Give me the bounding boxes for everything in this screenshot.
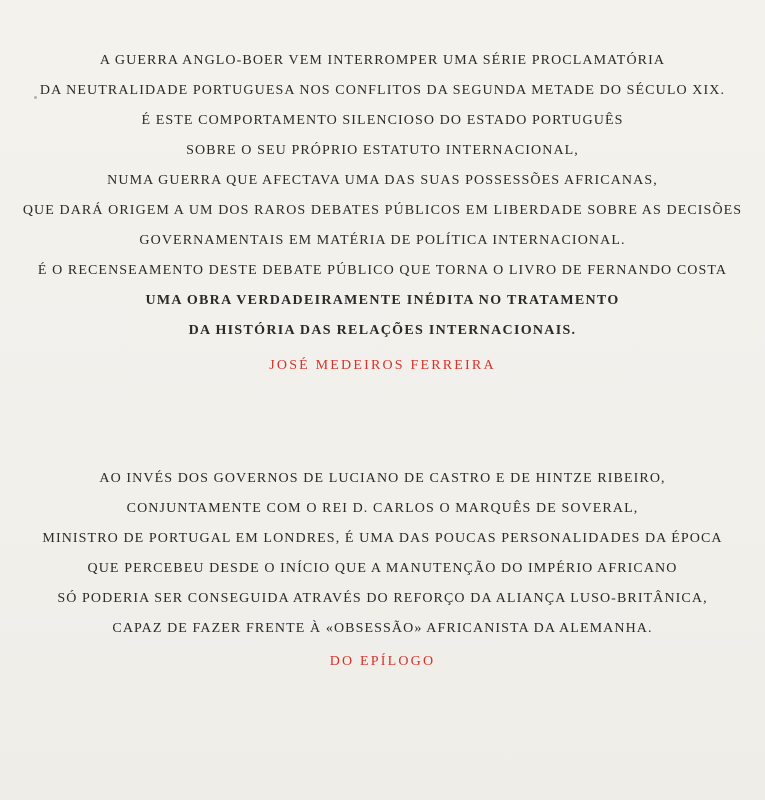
quote-2-line: CAPAZ DE FAZER FRENTE À «OBSESSÃO» AFRICANISTA DA ALEMANHA.: [112, 621, 653, 636]
quote-1-line: SOBRE O SEU PRÓPRIO ESTATUTO INTERNACIONAL,: [186, 143, 579, 158]
quote-1-line: A GUERRA ANGLO-BOER VEM INTERROMPER UMA SÉRIE PROCLAMATÓRIA: [99, 53, 666, 68]
quote-block-2: [0, 464, 765, 644]
quote-1-line: NUMA GUERRA QUE AFECTAVA UMA DAS SUAS POSSESSÕES AFRICANAS,: [107, 173, 658, 188]
quote-2-line: CONJUNTAMENTE COM O REI D. CARLOS O MARQUÊS DE SOVERAL,: [126, 501, 639, 516]
quote-1-bold-line: DA HISTÓRIA DAS RELAÇÕES INTERNACIONAIS.: [188, 323, 577, 338]
quote-1-line: É O RECENSEAMENTO DESTE DEBATE PÚBLICO QUE TORNA O LIVRO DE FERNANDO COSTA: [37, 263, 728, 278]
quote-1-line: DA NEUTRALIDADE PORTUGUESA NOS CONFLITOS DA SEGUNDA METADE DO SÉCULO XIX.: [39, 83, 726, 98]
attribution-2-block: [0, 647, 765, 677]
quote-1-line: É ESTE COMPORTAMENTO SILENCIOSO DO ESTADO PORTUGUÊS: [141, 113, 624, 128]
attribution-source: DO EPÍLOGO: [329, 654, 436, 669]
quote-1-bold-line: UMA OBRA VERDADEIRAMENTE INÉDITA NO TRATAMENTO: [145, 293, 620, 308]
quote-2-line: QUE PERCEBEU DESDE O INÍCIO QUE A MANUTENÇÃO DO IMPÉRIO AFRICANO: [87, 561, 678, 576]
quote-2-line: AO INVÉS DOS GOVERNOS DE LUCIANO DE CASTRO E DE HINTZE RIBEIRO,: [99, 471, 666, 486]
attribution-1-block: [0, 351, 765, 381]
quote-2-line: SÓ PODERIA SER CONSEGUIDA ATRAVÉS DO REFORÇO DA ALIANÇA LUSO-BRITÂNICA,: [57, 591, 708, 606]
quote-1-line: GOVERNAMENTAIS EM MATÉRIA DE POLÍTICA INTERNACIONAL.: [139, 233, 626, 248]
attribution-author: JOSÉ MEDEIROS FERREIRA: [269, 358, 496, 373]
quote-1-line: QUE DARÁ ORIGEM A UM DOS RAROS DEBATES PÚBLICOS EM LIBERDADE SOBRE AS DECISÕES: [22, 203, 743, 218]
quote-2-line: MINISTRO DE PORTUGAL EM LONDRES, É UMA DAS POUCAS PERSONALIDADES DA ÉPOCA: [42, 531, 723, 546]
quote-block-1: [0, 46, 765, 346]
